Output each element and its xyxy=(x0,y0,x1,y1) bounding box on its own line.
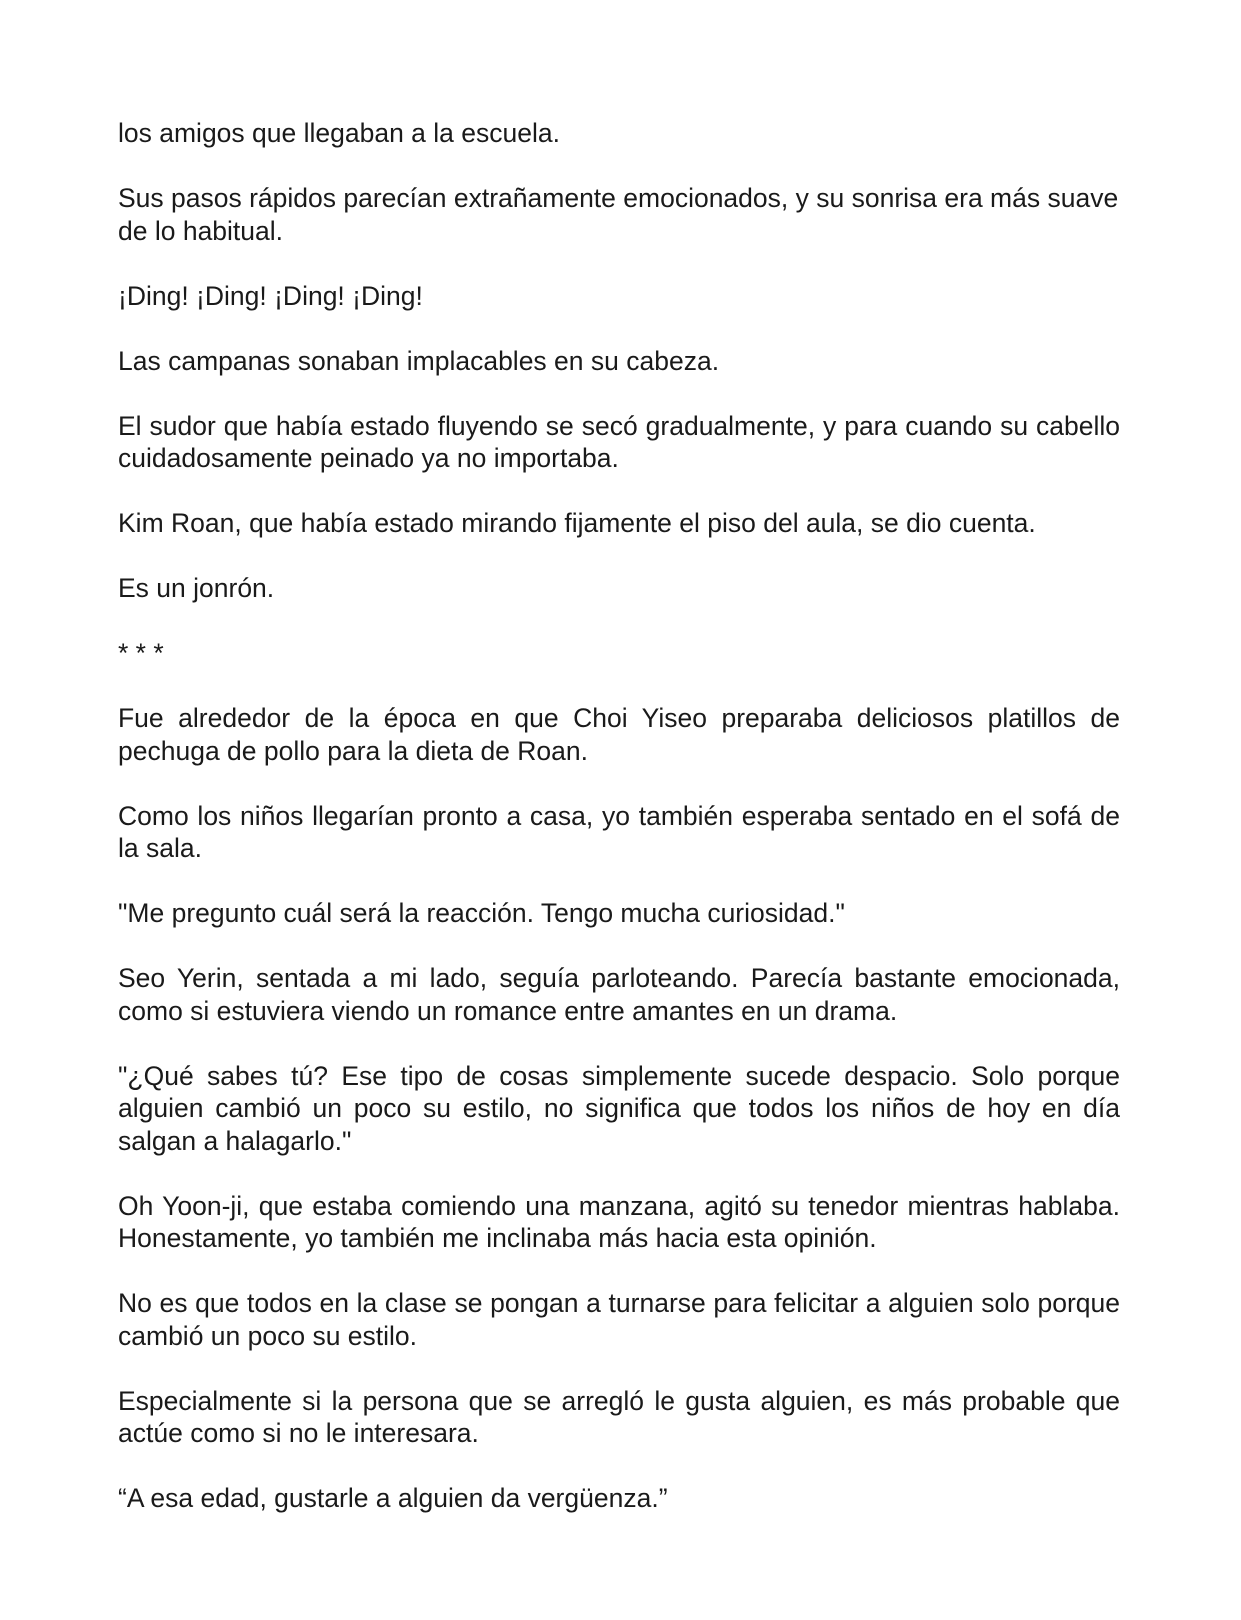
paragraph: Es un jonrón. xyxy=(118,573,275,603)
scene-break: * * * xyxy=(118,638,164,668)
dialogue-paragraph: “A esa edad, gustarle a alguien da vergüenza.” xyxy=(118,1483,668,1513)
paragraph: Oh Yoon-ji, que estaba comiendo una manzana, agitó su tenedor mientras hablaba. Honestamente, yo también me inclinaba más hacia esta opinión. xyxy=(118,1190,1120,1253)
paragraph: El sudor que había estado fluyendo se secó gradualmente, y para cuando su cabello cuidadosamente peinado ya no importaba. xyxy=(118,410,1120,473)
document-body xyxy=(118,117,1120,1515)
paragraph: Como los niños llegarían pronto a casa, yo también esperaba sentado en el sofá de la sala. xyxy=(118,800,1120,863)
paragraph: Especialmente si la persona que se arregló le gusta alguien, es más probable que actúe como si no le interesara. xyxy=(118,1385,1120,1448)
paragraph: Las campanas sonaban implacables en su cabeza. xyxy=(118,345,720,376)
paragraph: No es que todos en la clase se pongan a turnarse para felicitar a alguien solo porque cambió un poco su estilo. xyxy=(118,1288,1120,1351)
paragraph: Fue alrededor de la época en que Choi Yiseo preparaba deliciosos platillos de pechuga de pollo para la dieta de Roan. xyxy=(118,703,1120,766)
dialogue-paragraph: "¿Qué sabes tú? Ese tipo de cosas simplemente sucede despacio. Solo porque alguien cambió un poco su estilo, no significa que todos los niños de hoy en día salgan a halagarlo." xyxy=(118,1060,1120,1156)
paragraph: Sus pasos rápidos parecían extrañamente emocionados, y su sonrisa era más suave de lo habitual. xyxy=(118,183,1119,246)
paragraph: Seo Yerin, sentada a mi lado, seguía parloteando. Parecía bastante emocionada, como si estuviera viendo un romance entre amantes en un drama. xyxy=(118,963,1120,1026)
paragraph: ¡Ding! ¡Ding! ¡Ding! ¡Ding! xyxy=(118,280,423,311)
paragraph: Kim Roan, que había estado mirando fijamente el piso del aula, se dio cuenta. xyxy=(118,508,1036,538)
dialogue-paragraph: "Me pregunto cuál será la reacción. Tengo mucha curiosidad." xyxy=(118,898,845,928)
paragraph: los amigos que llegaban a la escuela. xyxy=(118,118,560,148)
